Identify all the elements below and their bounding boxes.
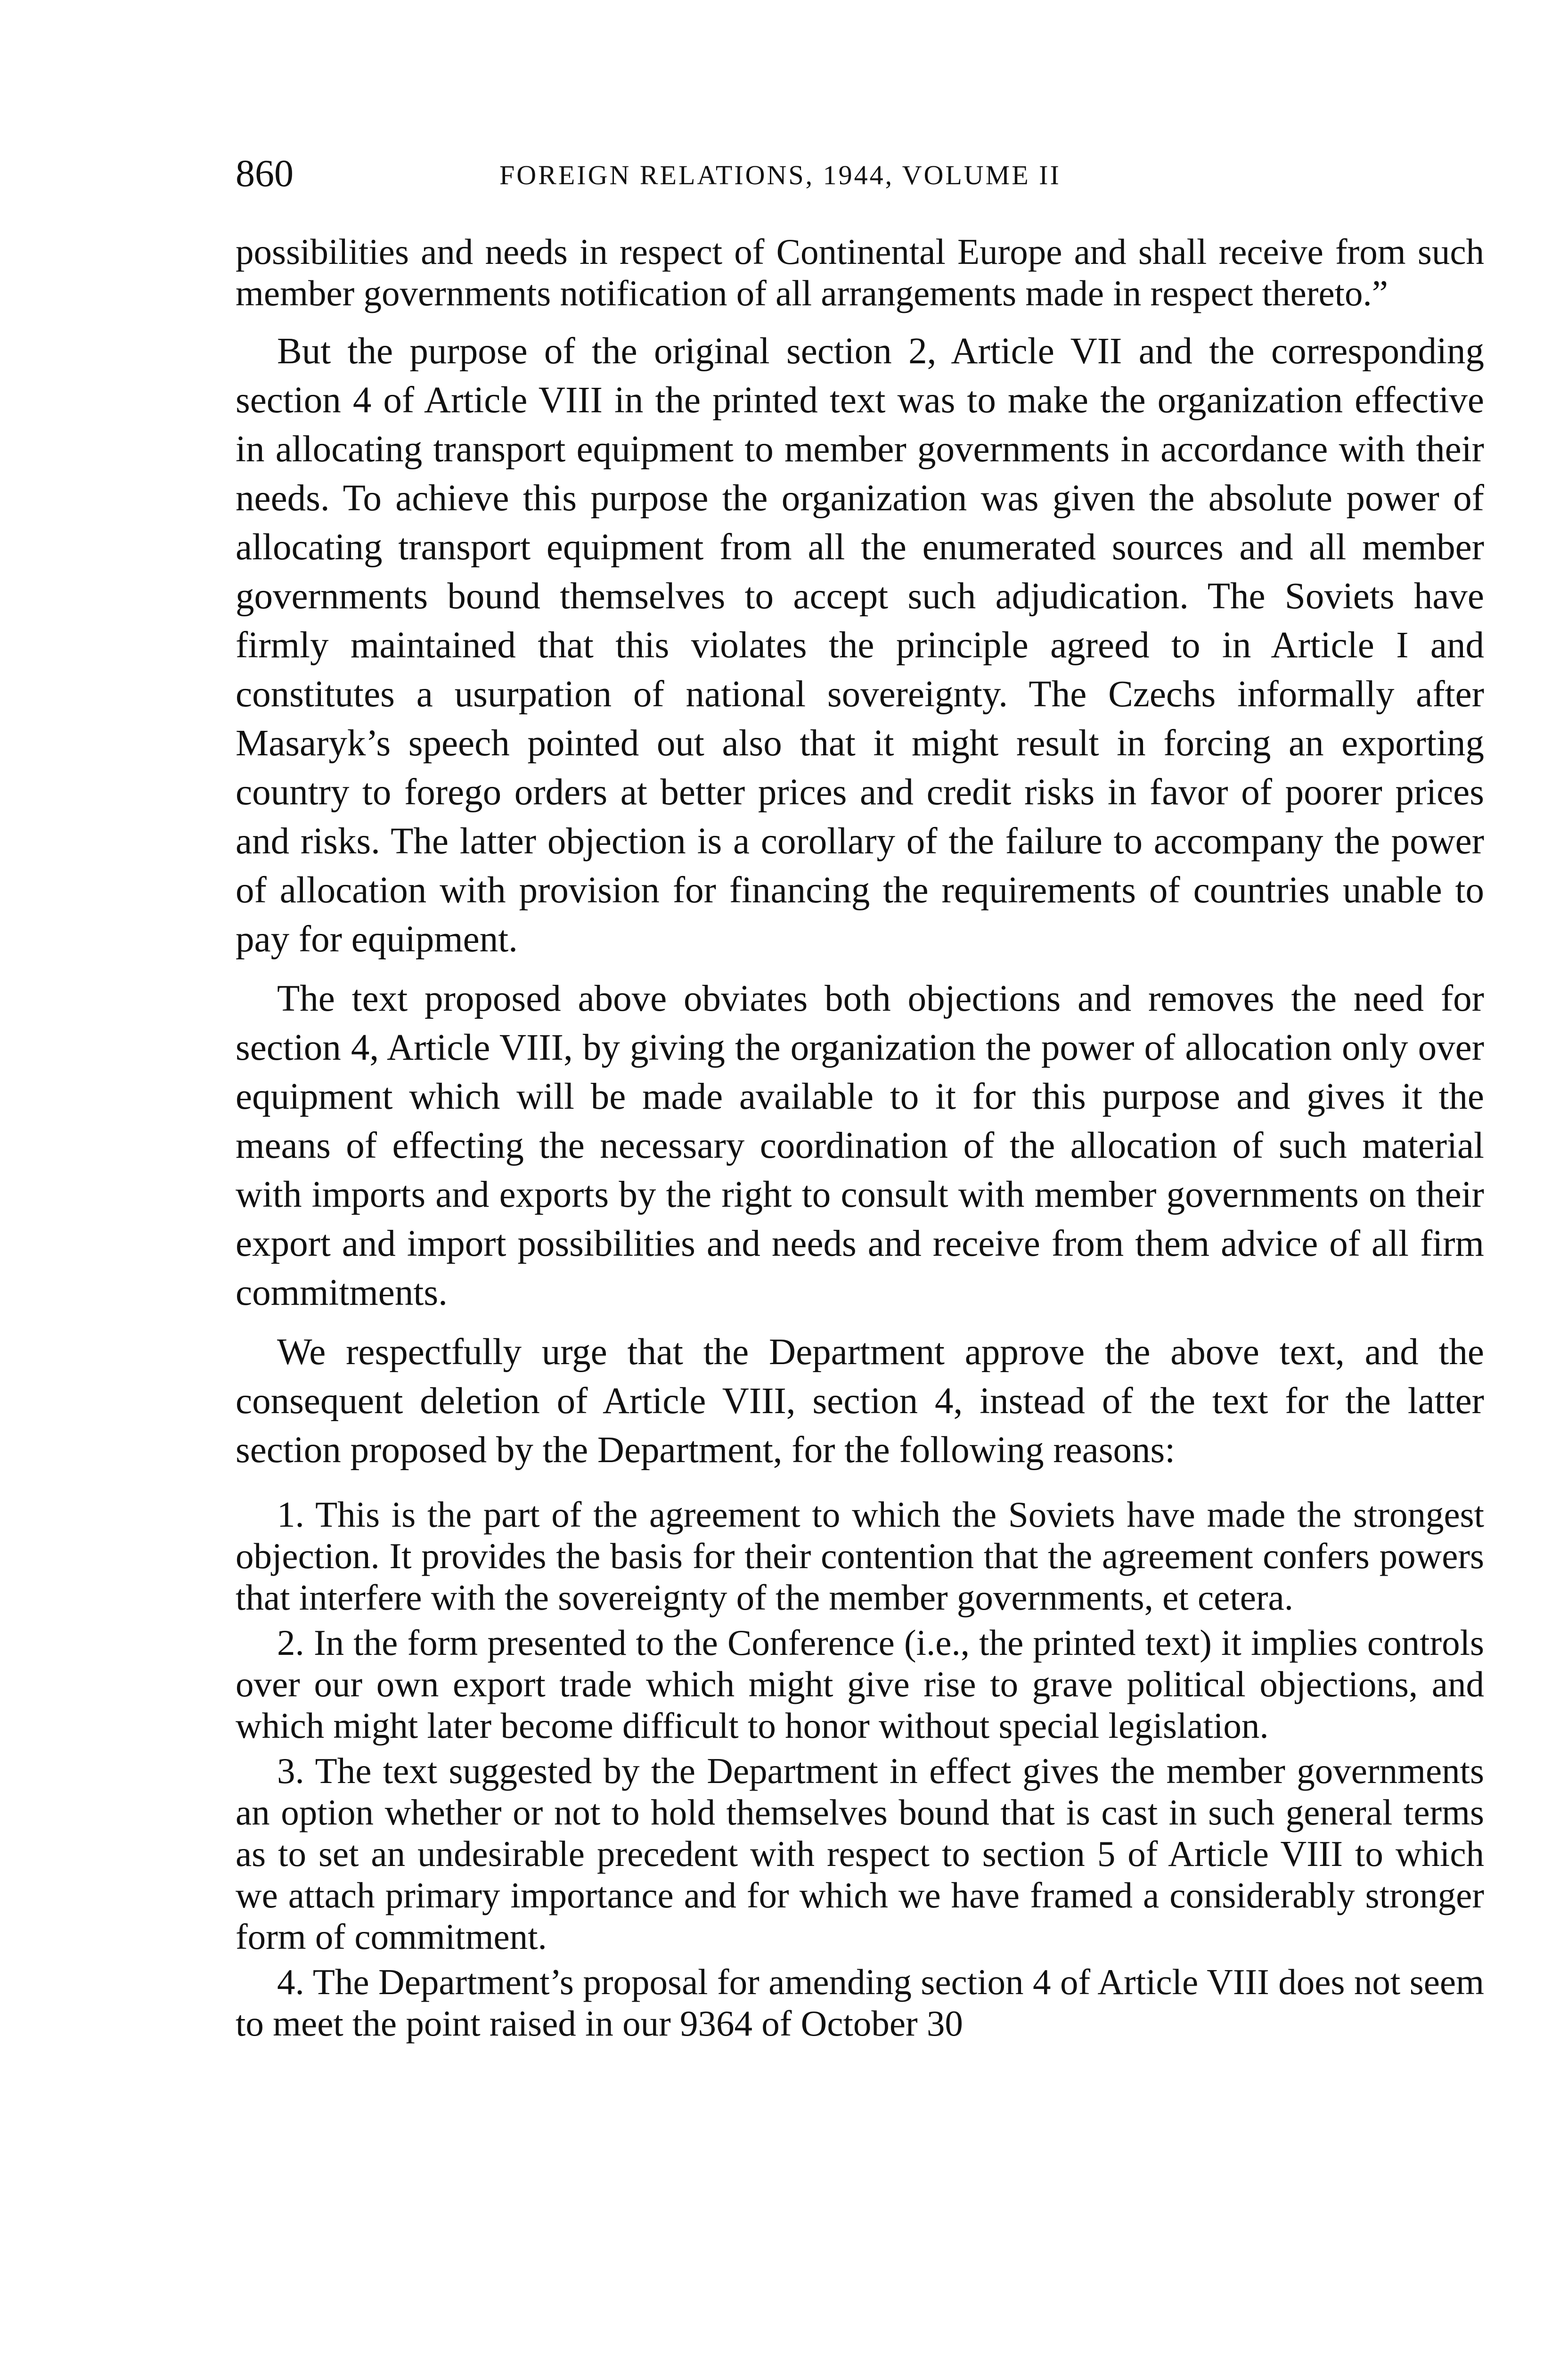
page-header [236,150,1484,206]
paragraph-recommendation: We respectfully urge that the Department approve the above text, and the consequent deletion of Article VIII, section 4, instead of the text for the latter section proposed by the Department, for the following reasons: [236,1332,1484,1471]
reason-item-3: 3. The text suggested by the Department in effect gives the member governments an option whether or not to hold themselves bound that is cast in such general terms as to set an undesirable precedent with respect to section 5 of Article VIII to which we attach primary importance and for which we have framed a considerably stronger form of commitment. [236,1751,1484,1957]
reasons-list [236,1494,1484,2044]
page-number: 860 [236,152,294,195]
quotation-continuation: possibilities and needs in respect of Continental Europe and shall receive from such member governments notification of all arrangements made in respect thereto.” [236,231,1484,313]
reason-item-2: 2. In the form presented to the Conference (i.e., the printed text) it implies controls over our own export trade which might give rise to grave political objections, and which might later become difficult to honor without special legislation. [236,1622,1484,1746]
document-body [236,231,1484,2044]
paragraph-original-section-purpose: But the purpose of the original section 2, Article VII and the corresponding section 4 of Article VIII in the printed text was to make the organization effective in allocating transport equipment to member governments in accordance with their needs. To achieve this purpose the organization was given the absolute power of allocating transport equipment from all the enumerated sources and all member governments bound themselves to accept such adjudication. The Soviets have firmly maintained that this violates the principle agreed to in Article I and constitutes a usurpation of national sovereignty. The Czechs informally after Masaryk’s speech pointed out also that it might result in forcing an exporting country to forego orders at better prices and credit risks in favor of poorer prices and risks. The latter objection is a corollary of the failure to accompany the power of allocation with provision for financing the requirements of countries unable to pay for equipment. [236,331,1484,960]
paragraph-proposed-text: The text proposed above obviates both objections and removes the need for section 4, Article VIII, by giving the organization the power of allocation only over equipment which will be made available to it for this purpose and gives it the means of effecting the necessary coordination of the allocation of such material with imports and exports by the right to consult with member governments on their export and import possibilities and needs and receive from them advice of all firm commitments. [236,978,1484,1313]
reason-item-4: 4. The Department’s proposal for amending section 4 of Article VIII does not seem to meet the point raised in our 9364 of October 30 [236,1962,1484,2044]
reason-item-1: 1. This is the part of the agreement to which the Soviets have made the strongest objection. It provides the basis for their contention that the agreement confers powers that interfere with the sovereignty of the member governments, et cetera. [236,1494,1484,1618]
running-title: FOREIGN RELATIONS, 1944, VOLUME II [499,160,1061,190]
